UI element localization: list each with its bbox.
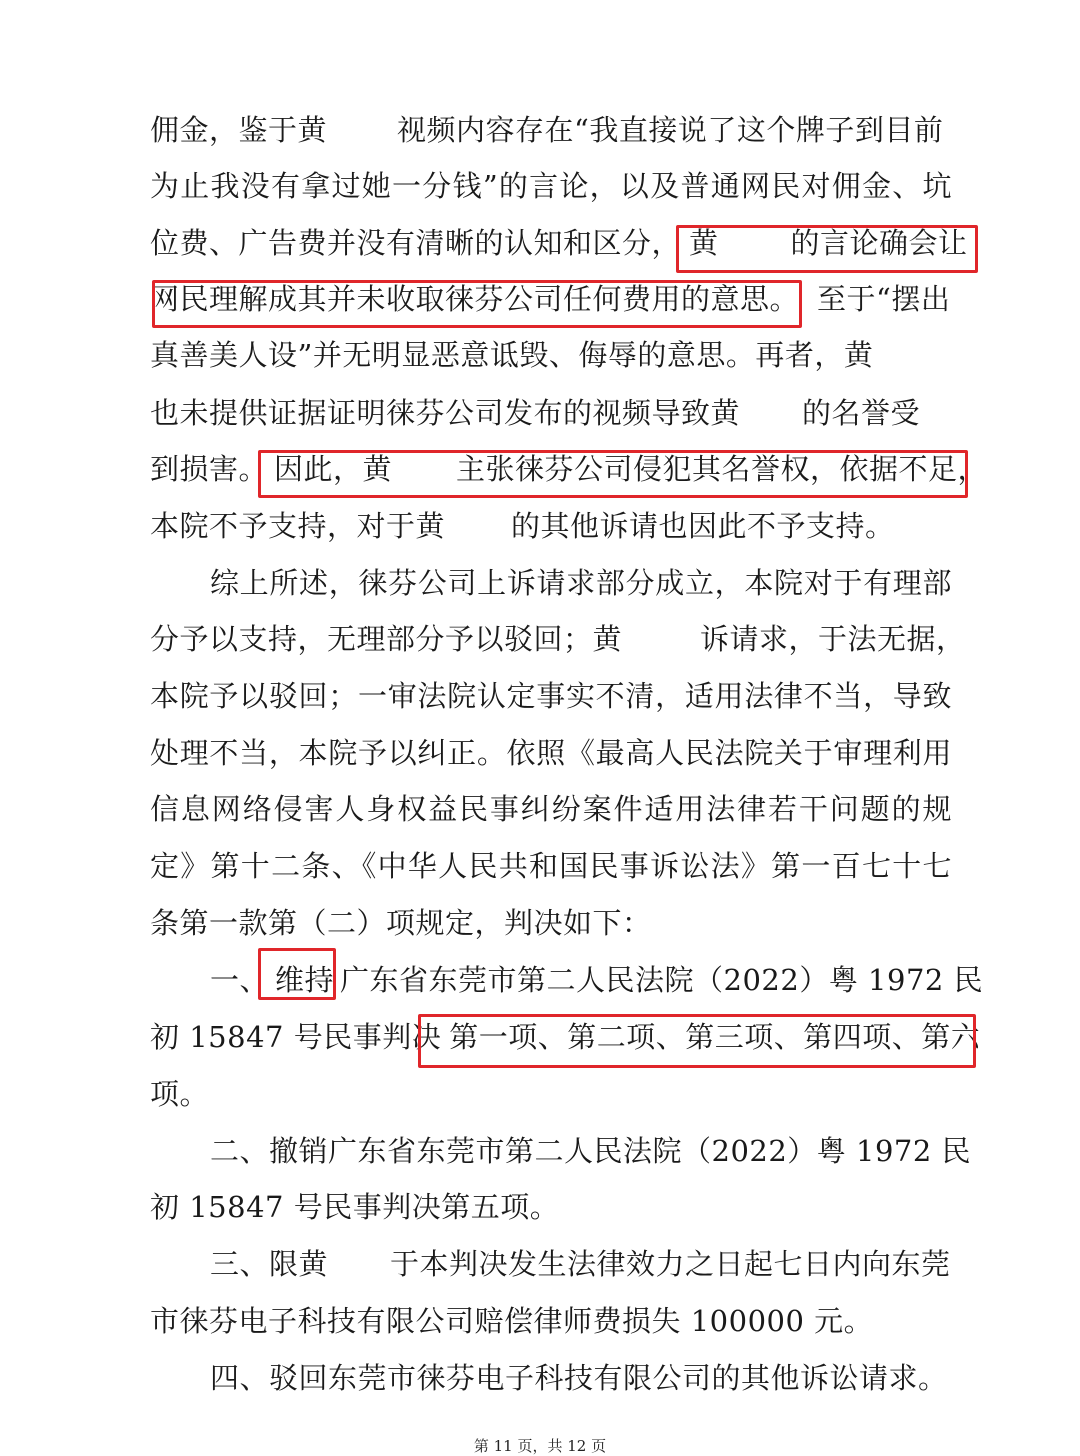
- text-span: 项。: [150, 1077, 210, 1111]
- text-span: 网民理解成其并未收取徕芬公司任何费用的意思。: [150, 282, 800, 316]
- text-span: 初 15847 号民事判决: [150, 1020, 442, 1054]
- text-span: 第一项、第二项、第三项、第四项、第六: [449, 1020, 981, 1054]
- text-line: [150, 221, 968, 265]
- text-line: [150, 1299, 952, 1343]
- text-line: [150, 1185, 952, 1229]
- text-line: [210, 1129, 972, 1173]
- text-span: 的其他诉请也因此不予支持。: [511, 509, 895, 543]
- text-span: 因此，黄: [274, 452, 393, 486]
- text-span: 维持: [275, 963, 335, 997]
- text-span: 主张徕芬公司侵犯其名誉权，依据不足，: [456, 452, 988, 486]
- text-span: 综上所述，徕芬公司上诉请求部分成立，本院对于有理部: [210, 566, 952, 600]
- text-span: 为止我没有拿过她一分钱”的言论，以及普通网民对佣金、坑: [150, 169, 952, 203]
- text-line: [150, 277, 952, 321]
- text-span: 定》第十二条、《中华人民共和国民事诉讼法》第一百七十七: [150, 849, 952, 883]
- text-line: [150, 1072, 952, 1116]
- text-line: [210, 1356, 952, 1400]
- text-line: [150, 504, 952, 548]
- text-span: 初 15847 号民事判决第五项。: [150, 1190, 560, 1224]
- text-span: 到损害。: [150, 452, 269, 486]
- text-span: 条第一款第（二）项规定，判决如下：: [150, 906, 652, 940]
- text-line: [210, 958, 984, 1002]
- text-span: 真善美人设”并无明显恶意诋毁、侮辱的意思。再者，黄: [150, 338, 874, 372]
- text-line: [210, 561, 952, 605]
- text-line: [150, 1015, 981, 1059]
- text-line: [150, 164, 952, 208]
- text-line: [150, 391, 952, 435]
- text-line: [150, 844, 952, 888]
- text-line: [150, 787, 952, 831]
- text-span: 诉请求，于法无据，: [700, 622, 966, 656]
- page-footer: 第 11 页，共 12 页: [473, 1437, 607, 1455]
- text-span: 三、限黄: [210, 1247, 329, 1281]
- text-line: [150, 674, 952, 718]
- text-span: 广东省东莞市第二人民法院（2022）粤 1972 民: [340, 963, 984, 997]
- text-span: 二、撤销广东省东莞市第二人民法院（2022）粤 1972 民: [210, 1134, 972, 1168]
- text-span: 一、: [210, 963, 270, 997]
- text-line: [150, 108, 952, 152]
- text-span: 视频内容存在“我直接说了这个牌子到目前: [397, 113, 944, 147]
- text-span: 市徕芬电子科技有限公司赔偿律师费损失 100000 元。: [150, 1304, 874, 1338]
- text-span: 于本判决发生法律效力之日起七日内向东莞: [390, 1247, 951, 1281]
- text-span: 也未提供证据证明徕芬公司发布的视频导致黄: [150, 396, 741, 430]
- text-line: [150, 333, 952, 377]
- text-span: 至于“摆出: [817, 282, 951, 316]
- text-span: 佣金，鉴于黄: [150, 113, 328, 147]
- text-span: 位费、广告费并没有清晰的认知和区分，: [150, 226, 682, 260]
- text-span: 分予以支持，无理部分予以驳回；黄: [150, 622, 623, 656]
- text-span: 的名誉受: [802, 396, 921, 430]
- text-span: 本院予以驳回；一审法院认定事实不清，适用法律不当，导致: [150, 679, 952, 713]
- text-span: 黄: [689, 226, 719, 260]
- text-line: [150, 731, 952, 775]
- text-span: 处理不当，本院予以纠正。依照《最高人民法院关于审理利用: [150, 736, 952, 770]
- text-span: 本院不予支持，对于黄: [150, 509, 446, 543]
- text-line: [210, 1242, 952, 1286]
- text-span: 的言论确会让: [790, 226, 968, 260]
- text-line: [150, 447, 988, 491]
- text-span: 四、驳回东莞市徕芬电子科技有限公司的其他诉讼请求。: [210, 1361, 948, 1395]
- text-line: [150, 617, 966, 661]
- text-line: [150, 901, 952, 945]
- text-span: 信息网络侵害人身权益民事纠纷案件适用法律若干问题的规: [150, 792, 952, 826]
